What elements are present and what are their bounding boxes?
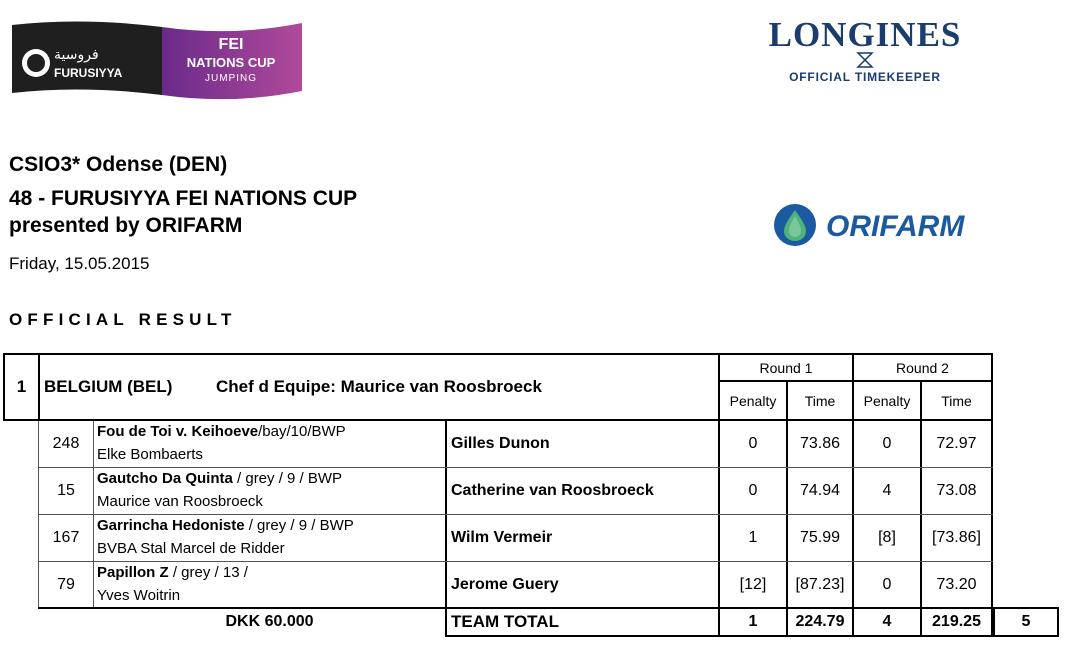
r1-time: 75.99 — [799, 529, 841, 546]
rider-number: 248 — [52, 435, 80, 452]
r2-penalty: 0 — [882, 575, 892, 593]
presenter-title: presented by ORIFARM — [9, 214, 243, 237]
total-r2-time: 219.25 — [932, 613, 981, 630]
competition-title: 48 - FURUSIYYA FEI NATIONS CUP — [9, 187, 358, 210]
rider-number: 167 — [52, 529, 80, 546]
result-heading: OFFICIAL RESULT — [9, 310, 237, 329]
team-country: BELGIUM (BEL) — [44, 377, 173, 396]
rider-number: 15 — [57, 482, 75, 499]
r1-time: [87.23] — [795, 575, 845, 593]
rider-name: Wilm Vermeir — [451, 529, 553, 546]
r1-time: 74.94 — [799, 482, 841, 499]
prize-money: DKK 60.000 — [225, 613, 314, 630]
hourglass-icon — [853, 52, 877, 68]
horse-info — [97, 517, 354, 535]
r2-penalty: [8] — [878, 529, 896, 546]
rider-number: 79 — [57, 575, 75, 593]
r2-penalty: 4 — [882, 482, 892, 499]
orifarm-wordmark: ORIFARM — [826, 210, 965, 243]
rider-name: Catherine van Roosbroeck — [451, 482, 654, 499]
logo-furusiyya-text: FURUSIYYA — [54, 66, 123, 80]
horse-details: / grey / 9 / BWP — [244, 517, 354, 534]
logo-jumping-text: JUMPING — [205, 73, 257, 84]
horse-owner: BVBA Stal Marcel de Ridder — [97, 540, 285, 557]
r2-time: [73.86] — [932, 529, 981, 546]
total-r1-penalty: 1 — [748, 613, 758, 630]
round2-header: Round 2 — [896, 359, 949, 376]
orifarm-logo — [772, 202, 977, 248]
rider-name: Gilles Dunon — [451, 435, 550, 452]
horse-info — [97, 564, 248, 582]
longines-tagline: OFFICIAL TIMEKEEPER — [789, 70, 941, 84]
rider-name: Jerome Guery — [451, 575, 559, 593]
horse-owner: Maurice van Roosbroeck — [97, 493, 263, 510]
r2-penalty: 0 — [882, 435, 892, 452]
logo-fei-text: FEI — [218, 36, 244, 53]
r2-time: 73.08 — [936, 482, 977, 499]
logo-arabic-text: فروسية — [54, 47, 99, 63]
r1-time-header: Time — [804, 392, 836, 409]
horse-details: / grey / 13 / — [168, 564, 248, 581]
r1-penalty-header: Penalty — [729, 392, 777, 409]
r1-time: 73.86 — [799, 435, 841, 452]
horse-name: Garrincha Hedoniste — [97, 517, 245, 534]
team-rank: 1 — [16, 377, 27, 396]
r1-penalty: 0 — [748, 435, 758, 452]
nations-cup-logo — [12, 17, 302, 102]
horse-info — [97, 423, 346, 441]
horse-details: /bay/10/BWP — [258, 423, 346, 440]
chef-d-equipe: Chef d Equipe: Maurice van Roosbroeck — [216, 377, 542, 396]
r1-penalty: 1 — [748, 529, 758, 546]
longines-logo — [740, 16, 990, 98]
horse-name: Fou de Toi v. Keihoeve — [97, 423, 259, 440]
total-r2-penalty: 4 — [882, 613, 892, 630]
total-r1-time: 224.79 — [795, 613, 845, 630]
logo-nations-cup-text: NATIONS CUP — [186, 55, 276, 70]
r1-penalty: [12] — [739, 575, 767, 593]
longines-wordmark: LONGINES — [768, 15, 962, 54]
team-total-label: TEAM TOTAL — [451, 612, 559, 631]
r2-penalty-header: Penalty — [863, 392, 911, 409]
r2-time: 72.97 — [936, 435, 977, 452]
total-overall: 5 — [1021, 613, 1031, 630]
horse-owner: Yves Woitrin — [97, 587, 181, 604]
event-date: Friday, 15.05.2015 — [9, 254, 150, 273]
round1-header: Round 1 — [759, 359, 813, 376]
horse-owner: Elke Bombaerts — [97, 446, 203, 463]
r2-time: 73.20 — [936, 575, 977, 593]
r2-time-header: Time — [941, 392, 972, 409]
r1-penalty: 0 — [748, 482, 758, 499]
horse-info — [97, 470, 342, 488]
horse-details: / grey / 9 / BWP — [232, 470, 343, 487]
horse-name: Gautcho Da Quinta — [97, 470, 233, 487]
event-title: CSIO3* Odense (DEN) — [9, 153, 228, 176]
horse-name: Papillon Z — [97, 564, 169, 581]
